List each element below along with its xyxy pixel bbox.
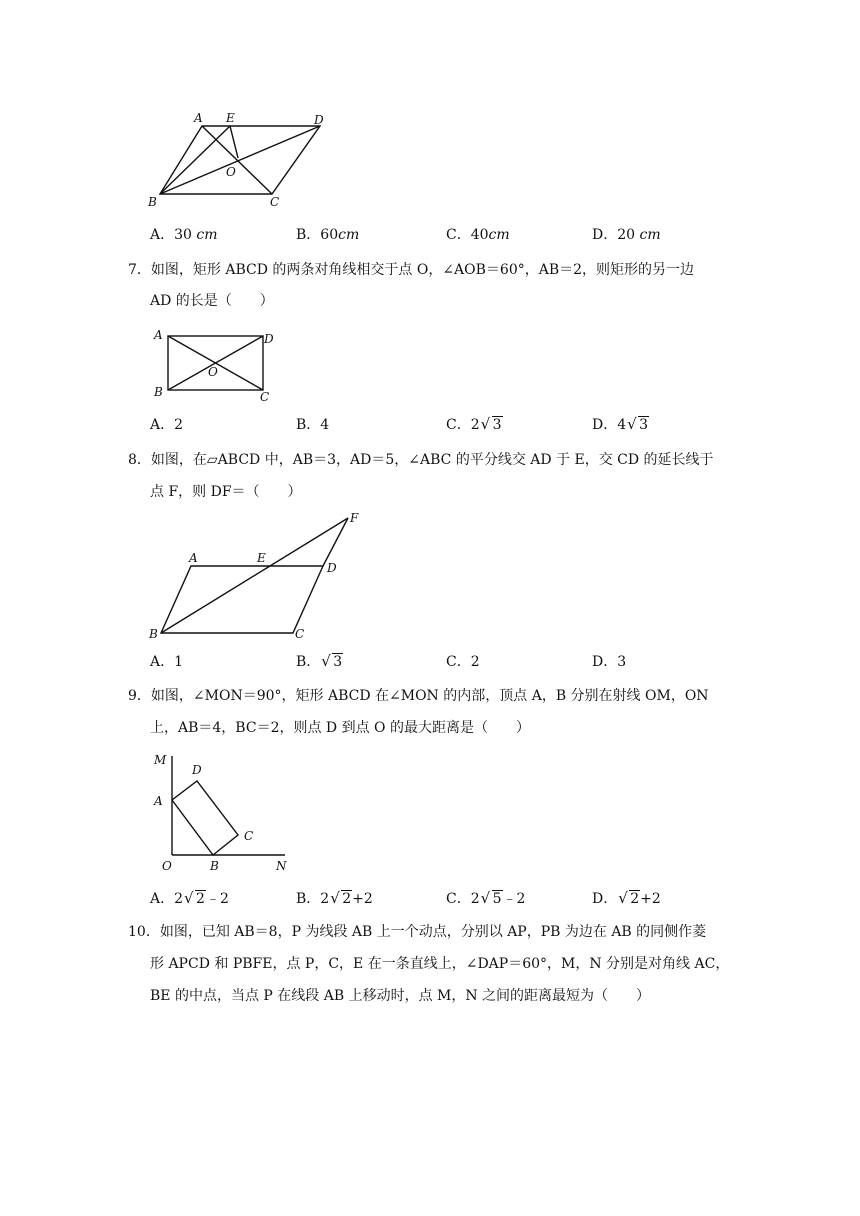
q8-option-b[interactable]: B． √ 3 [296,652,343,670]
label-D: D [192,763,202,777]
label-F: F [350,511,359,525]
q7-option-c[interactable]: C．2 √ 3 [446,415,502,433]
label-B: B [148,195,157,209]
q8-parallelogram-diagram [145,510,375,645]
q6-option-a[interactable]: A．30 cm [150,227,218,243]
q8-stem-line1: 8．如图，在▱ABCD 中，AB＝3，AD＝5，∠ABC 的平分线交 AD 于 E，交 CD 的延长线于 [128,452,714,468]
label-D: D [264,332,274,346]
sqrt-icon: √ 3 [627,415,649,433]
label-A: A [154,794,163,808]
q8-option-c[interactable]: C．2 [446,654,480,670]
sqrt-icon: √ 3 [480,415,502,433]
label-C: C [260,390,270,404]
label-B: B [210,859,219,873]
label-C: C [244,829,254,843]
label-E: E [257,551,266,565]
q7-stem-line1: 7．如图，矩形 ABCD 的两条对角线相交于点 O，∠AOB＝60°，AB＝2，则矩形的另一边 [128,262,695,278]
q6-option-d[interactable]: D．20 cm [592,227,661,243]
sqrt-icon: √ 2 [618,889,640,907]
q7-option-b[interactable]: B．4 [296,417,330,433]
label-O: O [162,859,172,873]
label-D: D [314,113,324,127]
q8-stem-line2: 点 F，则 DF＝（ ） [150,484,302,500]
label-A: A [189,551,198,565]
label-B: B [154,385,163,399]
q6-parallelogram-diagram [140,108,360,208]
label-C: C [270,195,280,209]
q9-stem-line1: 9．如图，∠MON＝90°，矩形 ABCD 在∠MON 的内部，顶点 A，B 分别在射线 OM，ON [128,688,709,704]
q9-option-c[interactable]: C．2 √ 5﹣2 [446,889,526,907]
q6-option-b[interactable]: B．60cm [296,227,360,243]
label-M: M [154,753,167,767]
q10-stem-line1: 10．如图，已知 AB＝8，P 为线段 AB 上一个动点，分别以 AP，PB 为边在 AB 的同侧作菱 [128,924,707,940]
label-D: D [327,561,337,575]
q9-stem-line2: 上，AB＝4，BC＝2，则点 D 到点 O 的最大距离是（ ） [150,720,530,736]
q7-stem-line2: AD 的长是（ ） [150,293,274,309]
q9-angle-rectangle-diagram [150,748,300,878]
label-O: O [226,165,236,179]
label-N: N [276,859,287,873]
sqrt-icon: √ 5 [480,889,502,907]
q7-option-a[interactable]: A．2 [150,417,184,433]
q9-option-d[interactable]: D． √ 2+2 [592,889,661,907]
label-B: B [149,627,158,641]
q6-option-c[interactable]: C．40cm [446,227,510,243]
label-O: O [208,365,218,379]
q10-stem-line2: 形 APCD 和 PBFE，点 P，C，E 在一条直线上，∠DAP＝60°，M，N 分别是对角线 AC， [150,956,730,972]
q9-option-b[interactable]: B．2 √ 2+2 [296,889,373,907]
sqrt-icon: √ 2 [330,889,352,907]
q8-option-a[interactable]: A．1 [150,654,184,670]
q8-option-d[interactable]: D．3 [592,654,627,670]
q7-option-d[interactable]: D．4 √ 3 [592,415,649,433]
q7-rectangle-diagram [150,325,290,405]
sqrt-icon: √ 2 [184,889,205,907]
sqrt-icon: √ 3 [321,652,343,670]
q9-option-a[interactable]: A．2 √ 2﹣2 [150,889,229,907]
label-A: A [154,328,163,342]
label-A: A [194,111,203,125]
label-C: C [295,627,305,641]
q10-stem-line3: BE 的中点，当点 P 在线段 AB 上移动时，点 M，N 之间的距离最短为（ ） [150,988,651,1004]
label-E: E [226,111,235,125]
